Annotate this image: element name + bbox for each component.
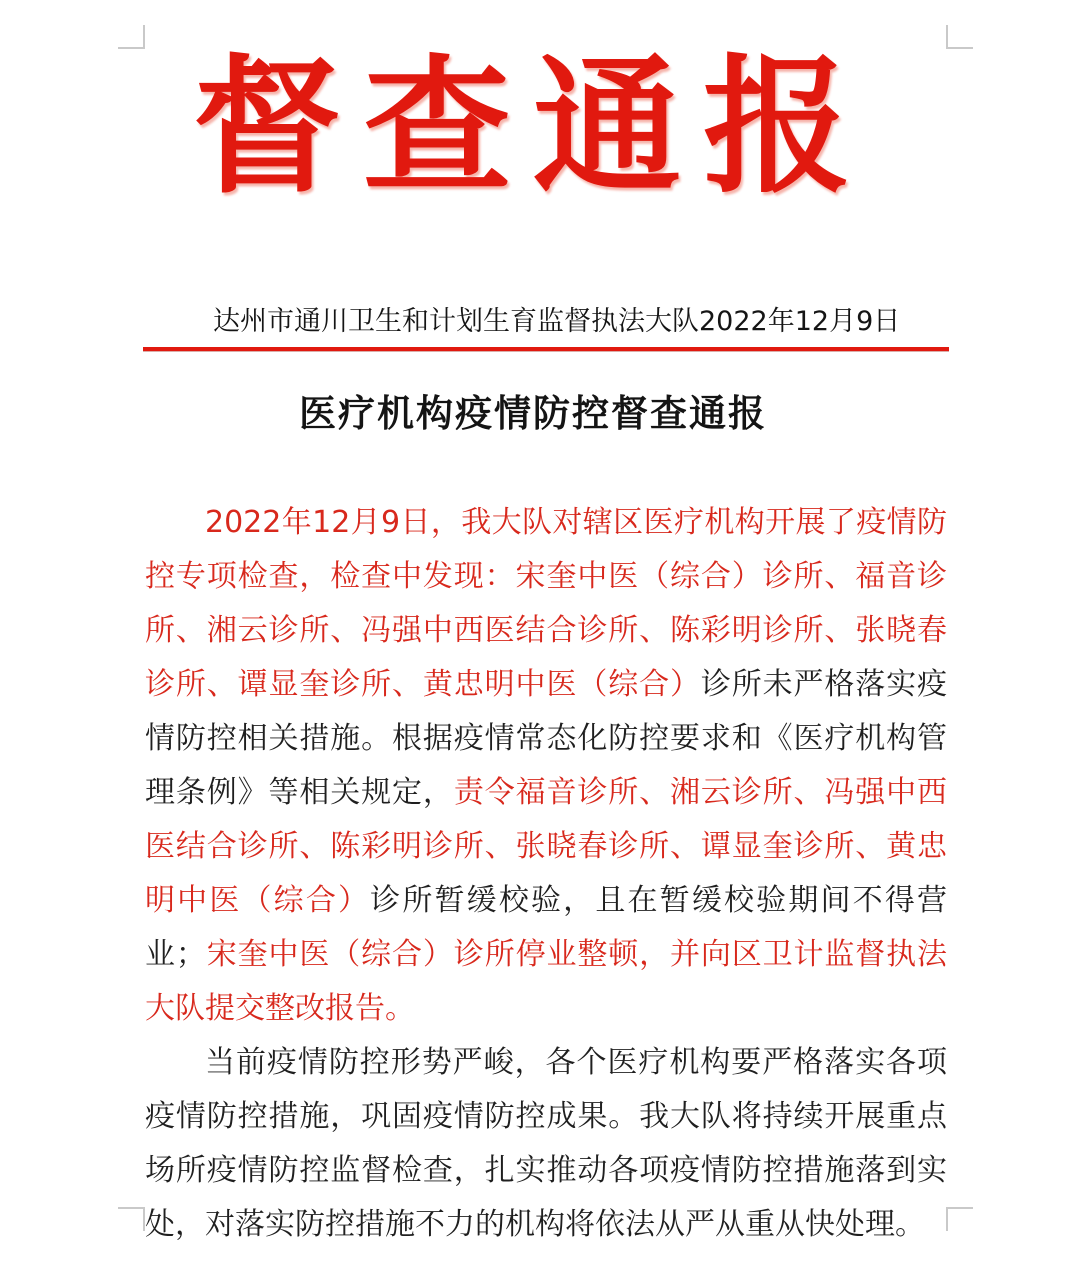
crop-mark-top-left — [118, 25, 145, 49]
paragraph-findings — [145, 496, 947, 1036]
text-segment-suspension-terms: 诊所暂缓校验，且在暂缓校验期间不得营业； — [145, 883, 948, 972]
issue-date: 2022年12月9日 — [699, 306, 901, 337]
crop-mark-bottom-right — [946, 1207, 973, 1231]
banner-title: 督查通报 — [193, 41, 873, 213]
text-segment-regulation-basis: 诊所未严格落实疫情防控相关措施。根据疫情常态化防控要求和《医疗机构管理条例》等相关规定， — [145, 667, 948, 810]
issuing-organization: 达州市通川卫生和计划生育监督执法大队 — [213, 306, 699, 337]
document-title: 医疗机构疫情防控督查通报 — [299, 392, 767, 435]
paragraph-conclusion — [145, 1036, 947, 1252]
document-header — [145, 305, 947, 339]
crop-mark-bottom-left — [118, 1207, 145, 1231]
header-divider-rule — [143, 347, 949, 351]
text-segment-ordered-clinics: 责令福音诊所、湘云诊所、冯强中西医结合诊所、陈彩明诊所、张晓春诊所、谭显奎诊所、黄忠明中医（综合） — [145, 775, 948, 918]
text-segment-inspection-findings: 2022年12月9日，我大队对辖区医疗机构开展了疫情防控专项检查，检查中发现：宋奎中医（综合）诊所、福音诊所、湘云诊所、冯强中西医结合诊所、陈彩明诊所、张晓春诊所、谭显奎诊所、黄忠明中医（综合） — [145, 505, 947, 702]
text-segment-conclusion: 当前疫情防控形势严峻，各个医疗机构要严格落实各项疫情防控措施，巩固疫情防控成果。我大队将持续开展重点场所疫情防控监督检查，扎实推动各项疫情防控措施落到实处，对落实防控措施不力的机构将依法从严从重从快处理。 — [145, 1045, 947, 1242]
crop-mark-top-right — [946, 25, 973, 49]
document-body — [145, 496, 947, 1252]
text-segment-closure-order: 宋奎中医（综合）诊所停业整顿，并向区卫计监督执法大队提交整改报告。 — [145, 937, 948, 1026]
